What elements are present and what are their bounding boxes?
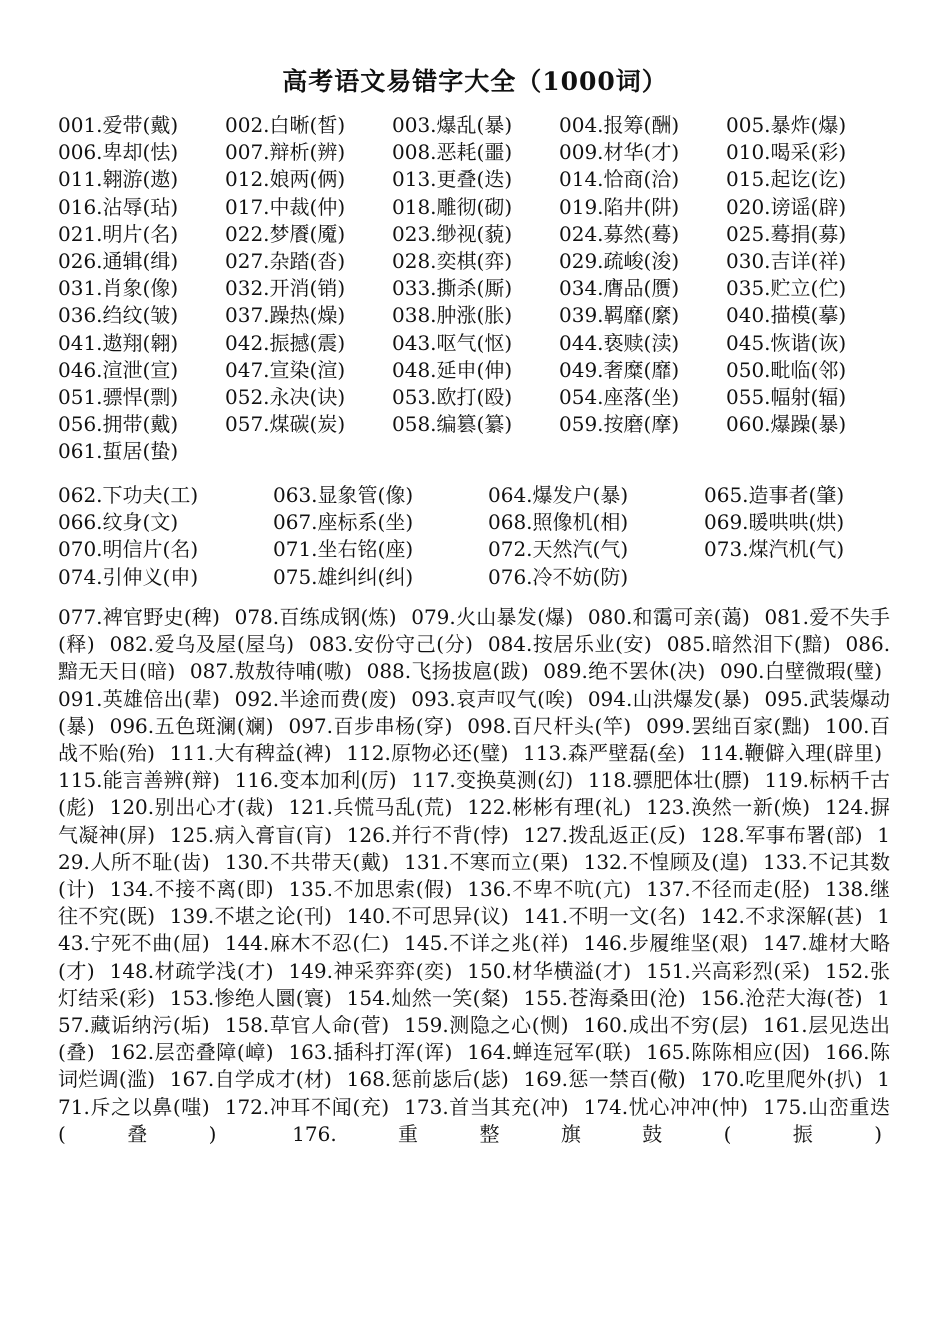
idiom-entry: 131.不寒而立(栗) xyxy=(404,849,569,874)
idiom-entry: 175.山峦重迭(叠) xyxy=(58,1094,891,1146)
idiom-entry: 087.敖敖待哺(嗷) xyxy=(189,659,352,684)
idiom-entry: 118.骠肥体壮(膘) xyxy=(587,768,750,793)
word-entry: 075.雄纠纠(纠) xyxy=(273,564,414,589)
idiom-entry: 169.惩一禁百(儆) xyxy=(523,1067,686,1092)
word-entry: 026.通辑(缉) xyxy=(58,248,179,273)
idiom-entry: 153.惨绝人圜(寰) xyxy=(169,985,332,1010)
idiom-entry: 133.不记其数(计) xyxy=(58,849,891,902)
idiom-entry: 091.英雄倍出(辈) xyxy=(58,686,220,711)
word-entry: 007.辩析(辨) xyxy=(225,140,346,165)
word-entry: 055.幅射(辐) xyxy=(726,384,847,409)
idiom-entry: 130.不共带天(戴) xyxy=(224,849,390,874)
word-entry: 051.骠悍(剽) xyxy=(58,384,179,409)
word-entry: 039.羁靡(縻) xyxy=(559,303,680,328)
word-entry: 033.撕杀(厮) xyxy=(392,276,513,301)
word-entry: 042.振撼(震) xyxy=(225,330,346,355)
idiom-entry: 142.不求深解(甚) xyxy=(700,904,863,929)
word-entry: 001.爱带(戴) xyxy=(58,113,179,137)
idiom-entry: 114.鞭僻入理(辟里) xyxy=(699,741,883,766)
idiom-entry: 092.半途而费(废) xyxy=(234,686,397,711)
idiom-entry: 140.不可思异(议) xyxy=(346,904,509,929)
idiom-entry: 141.不明一文(名) xyxy=(523,904,686,929)
idiom-entry: 129.人所不耻(齿) xyxy=(58,822,890,874)
idiom-entry: 096.五色斑澜(斓) xyxy=(109,713,274,738)
word-entry: 027.杂踏(沓) xyxy=(225,248,346,273)
word-entry: 034.膺品(赝) xyxy=(559,276,680,301)
idiom-entry: 121.兵慌马乱(荒) xyxy=(288,795,453,820)
idiom-entry: 123.涣然一新(焕) xyxy=(646,795,811,820)
idiom-entry: 132.不惶顾及(遑) xyxy=(583,849,749,874)
word-entry: 070.明信片(名) xyxy=(58,537,199,562)
word-entry: 037.躁热(燥) xyxy=(225,303,346,328)
idiom-entry: 084.按居乐业(安) xyxy=(487,632,652,657)
word-entry: 003.爆乱(暴) xyxy=(392,113,513,137)
word-entry: 060.爆躁(暴) xyxy=(726,412,847,437)
word-entry: 016.沾辱(玷) xyxy=(58,194,179,219)
idiom-entry: 159.测隐之心(恻) xyxy=(404,1013,569,1038)
idiom-entry: 166.陈词烂调(滥) xyxy=(58,1040,891,1092)
word-entry: 074.引伸义(申) xyxy=(58,564,199,589)
word-entry: 052.永决(诀) xyxy=(225,384,346,409)
idiom-entry: 172.冲耳不闻(充) xyxy=(224,1094,390,1119)
idiom-entry: 150.材华横溢(才) xyxy=(467,958,632,983)
idiom-entry: 116.变本加利(厉) xyxy=(234,768,397,793)
idiom-entry: 171.斥之以鼻(嗤) xyxy=(58,1067,890,1119)
idiom-entry: 149.神采弈弈(奕) xyxy=(288,958,453,983)
word-entry: 009.材华(才) xyxy=(559,140,680,165)
idiom-entry: 111.大有稗益(裨) xyxy=(169,741,332,766)
word-entry: 050.毗临(邻) xyxy=(726,357,847,382)
idiom-entry: 156.沧茫大海(苍) xyxy=(700,985,863,1010)
idiom-entry: 094.山洪爆发(暴) xyxy=(587,686,750,711)
word-entry: 030.吉详(祥) xyxy=(726,248,847,273)
idiom-entry: 115.能言善辨(辩) xyxy=(58,768,220,793)
word-entry: 011.翱游(遨) xyxy=(58,167,179,192)
word-entry: 056.拥带(戴) xyxy=(58,412,179,437)
idiom-entry: 125.病入膏盲(肓) xyxy=(169,822,332,847)
idiom-entry: 170.吃里爬外(扒) xyxy=(700,1067,863,1092)
word-entry: 064.爆发户(暴) xyxy=(488,483,629,507)
word-entry: 061.蜇居(蛰) xyxy=(58,439,179,464)
word-entry: 017.中裁(仲) xyxy=(225,194,346,219)
idiom-entry: 145.不详之兆(祥) xyxy=(404,931,569,956)
idiom-entry: 127.拨乱返正(反) xyxy=(523,822,686,847)
word-entry: 006.卑却(怯) xyxy=(58,140,179,165)
idiom-entry: 138.继往不究(既) xyxy=(58,877,891,929)
word-entry: 008.恶耗(噩) xyxy=(392,140,513,165)
word-entry: 068.照像机(相) xyxy=(488,510,629,535)
idiom-entry: 147.雄材大略(才) xyxy=(58,931,891,983)
word-entry: 013.更叠(迭) xyxy=(392,167,513,192)
idiom-entry: 134.不接不离(即) xyxy=(109,877,274,902)
word-entry: 058.编篡(纂) xyxy=(392,412,513,437)
idiom-entry: 082.爱乌及屋(屋乌) xyxy=(109,632,295,657)
idiom-entry: 088.飞扬拔扈(跋) xyxy=(366,659,529,684)
word-entry: 020.谤谣(辟) xyxy=(726,194,847,219)
word-entry: 015.起讫(讫) xyxy=(726,167,847,192)
idiom-entry: 079.火山暴发(爆) xyxy=(411,605,574,629)
idiom-entry: 173.首当其充(冲) xyxy=(404,1094,569,1119)
word-entry: 040.描模(摹) xyxy=(726,303,847,328)
word-entry: 041.遨翔(翱) xyxy=(58,330,179,355)
word-entry: 010.喝采(彩) xyxy=(726,140,847,165)
word-entry: 067.座标系(坐) xyxy=(273,510,414,535)
word-entry: 076.冷不妨(防) xyxy=(488,564,629,589)
idiom-entry: 077.裨官野史(稗) xyxy=(58,605,220,629)
word-entry: 021.明片(名) xyxy=(58,221,179,246)
idiom-entry: 093.哀声叹气(唉) xyxy=(411,686,574,711)
word-entry: 069.暖哄哄(烘) xyxy=(704,510,845,535)
word-entry: 044.亵赎(渎) xyxy=(559,330,680,355)
word-entry: 004.报筹(酬) xyxy=(559,113,680,137)
idiom-entry: 155.苍海桑田(沧) xyxy=(523,985,686,1010)
word-entry: 053.欧打(殴) xyxy=(392,384,513,409)
idiom-entry: 154.灿然一笑(粲) xyxy=(346,985,509,1010)
word-entry: 029.疏峻(浚) xyxy=(559,248,680,273)
word-entry: 023.缈视(藐) xyxy=(392,221,513,246)
word-entry: 047.宣染(渲) xyxy=(225,357,346,382)
word-entry: 036.绉纹(皱) xyxy=(58,303,179,328)
idiom-entry: 081.爱不失手(释) xyxy=(58,605,891,657)
word-entry: 028.奕棋(弈) xyxy=(392,248,513,273)
word-entry: 065.造事者(肇) xyxy=(704,483,845,507)
idiom-entry: 098.百尺杆头(竿) xyxy=(467,713,632,738)
idiom-entry: 099.罢绌百家(黜) xyxy=(646,713,811,738)
idiom-entry: 136.不卑不吭(亢) xyxy=(467,877,632,902)
idiom-entry: 135.不加思索(假) xyxy=(288,877,453,902)
idiom-paragraph xyxy=(58,604,890,1148)
idiom-entry: 176.重整旗鼓(振) xyxy=(292,1121,883,1146)
idiom-entry: 089.绝不罢休(决) xyxy=(543,659,706,684)
word-entry: 018.雕彻(砌) xyxy=(392,194,513,219)
word-entry: 046.渲泄(宣) xyxy=(58,357,179,382)
idiom-entry: 122.彬彬有理(礼) xyxy=(467,795,632,820)
idiom-entry: 078.百练成钢(炼) xyxy=(234,605,397,629)
word-entry: 073.煤汽机(气) xyxy=(704,537,845,562)
idiom-entry: 128.军事布署(部) xyxy=(700,822,863,847)
idiom-entry: 085.暗然泪下(黯) xyxy=(666,632,831,657)
word-entry: 002.白晰(皙) xyxy=(225,113,346,137)
word-entry: 072.天然汽(气) xyxy=(488,537,629,562)
idiom-entry: 100.百战不贻(殆) xyxy=(58,713,891,766)
word-entry: 049.奢糜(靡) xyxy=(559,357,680,382)
idiom-entry: 165.陈陈相应(因) xyxy=(646,1040,811,1065)
idiom-entry: 112.原物必还(璧) xyxy=(346,741,509,766)
word-entry: 048.延申(伸) xyxy=(392,357,513,382)
idiom-entry: 097.百步串杨(穿) xyxy=(288,713,453,738)
idiom-entry: 137.不径而走(胫) xyxy=(646,877,811,902)
idiom-entry: 144.麻木不忍(仁) xyxy=(224,931,390,956)
idiom-entry: 080.和霭可亲(蔼) xyxy=(587,605,750,629)
word-entry: 071.坐右铭(座) xyxy=(273,537,414,562)
word-entry: 022.梦餍(魇) xyxy=(225,221,346,246)
word-entry: 054.座落(坐) xyxy=(559,384,680,409)
idiom-entry: 163.插科打浑(诨) xyxy=(288,1040,453,1065)
word-entry: 024.募然(蓦) xyxy=(559,221,680,246)
word-entry: 066.纹身(文) xyxy=(58,510,179,535)
idiom-entry: 174.忧心冲冲(忡) xyxy=(583,1094,749,1119)
word-entry: 045.恢谐(诙) xyxy=(726,330,847,355)
idiom-entry: 160.成出不穷(层) xyxy=(583,1013,749,1038)
idiom-entry: 120.别出心才(裁) xyxy=(109,795,274,820)
idiom-entry: 119.标柄千古(彪) xyxy=(58,768,891,820)
idiom-entry: 146.步履维坚(艰) xyxy=(583,931,749,956)
idiom-entry: 143.宁死不曲(屈) xyxy=(58,904,890,956)
word-entry: 012.娘两(俩) xyxy=(225,167,346,192)
two-char-word-grid xyxy=(58,112,896,465)
idiom-entry: 095.武装爆动(暴) xyxy=(58,686,891,738)
word-entry: 062.下功夫(工) xyxy=(58,483,199,507)
idiom-entry: 164.蝉连冠军(联) xyxy=(467,1040,632,1065)
word-entry: 025.蓦捐(募) xyxy=(726,221,847,246)
word-entry: 014.恰商(洽) xyxy=(559,167,680,192)
idiom-entry: 090.白壁微瑕(璧) xyxy=(720,659,883,684)
idiom-entry: 148.材疏学浅(才) xyxy=(109,958,274,983)
word-entry: 005.暴炸(爆) xyxy=(726,113,847,137)
idiom-entry: 157.藏诟纳污(垢) xyxy=(58,985,890,1038)
idiom-entry: 117.变换莫测(幻) xyxy=(411,768,574,793)
word-entry: 031.肖象(像) xyxy=(58,276,179,301)
idiom-entry: 161.层见迭出(叠) xyxy=(58,1013,891,1065)
idiom-entry: 124.摒气凝神(屏) xyxy=(58,795,891,847)
word-entry: 019.陷井(阱) xyxy=(559,194,680,219)
idiom-entry: 139.不堪之论(刊) xyxy=(169,904,332,929)
three-char-word-grid xyxy=(58,482,904,591)
idiom-entry: 168.惩前毖后(毖) xyxy=(346,1067,509,1092)
idiom-entry: 162.层峦叠障(嶂) xyxy=(109,1040,274,1065)
idiom-entry: 126.并行不背(悖) xyxy=(346,822,509,847)
word-entry: 043.呕气(怄) xyxy=(392,330,513,355)
idiom-entry: 086.黯无天日(暗) xyxy=(58,632,891,684)
word-entry: 032.开消(销) xyxy=(225,276,346,301)
word-entry: 038.肿涨(胀) xyxy=(392,303,513,328)
idiom-entry: 151.兴高彩烈(采) xyxy=(646,958,811,983)
document-title: 高考语文易错字大全（1000词） xyxy=(282,67,668,96)
idiom-entry: 167.自学成才(材) xyxy=(169,1067,332,1092)
word-entry: 057.煤碳(炭) xyxy=(225,412,346,437)
idiom-entry: 113.森严壁磊(垒) xyxy=(523,741,686,766)
word-entry: 035.贮立(伫) xyxy=(726,276,847,301)
word-entry: 059.按磨(摩) xyxy=(559,412,680,437)
idiom-entry: 152.张灯结采(彩) xyxy=(58,958,891,1010)
word-entry: 063.显象管(像) xyxy=(273,483,414,507)
idiom-entry: 083.安份守己(分) xyxy=(309,632,473,657)
idiom-entry: 158.草官人命(菅) xyxy=(224,1013,390,1038)
